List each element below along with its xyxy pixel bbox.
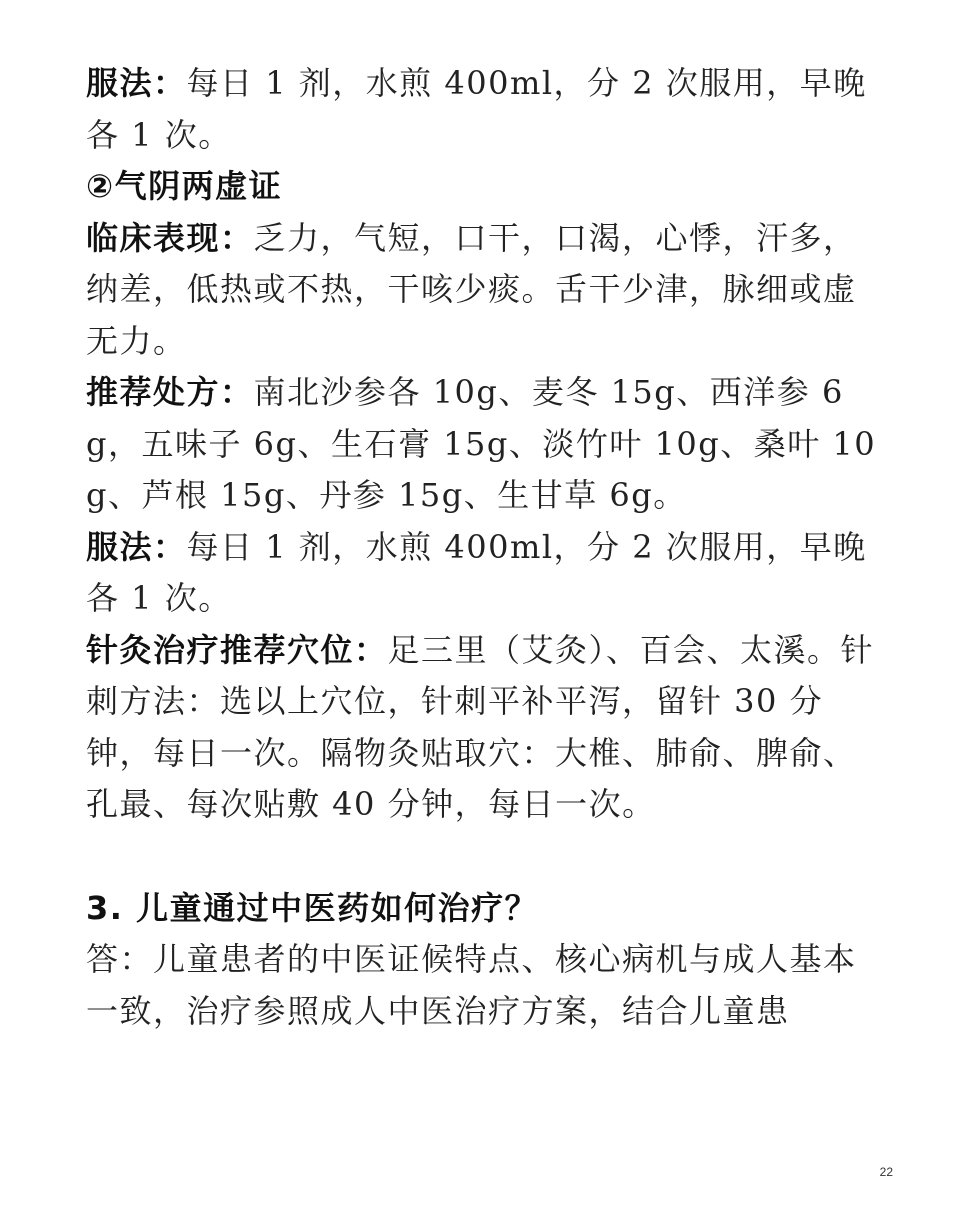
acupuncture-label: 针灸治疗推荐穴位： [86, 630, 388, 669]
prescription-text: 南北沙参各 10g、麦冬 15g、西洋参 6g，五味子 6g、生石膏 15g、淡竹叶 10g、桑叶 10g、芦根 15g、丹参 15g、生甘草 6g。 [86, 373, 877, 514]
page-number: 22 [879, 1165, 893, 1179]
clinical-manifestation-label: 临床表现： [86, 218, 254, 257]
document-page [86, 58, 886, 1037]
acupuncture-paragraph [86, 625, 886, 831]
syndrome-subheading: ②气阴两虚证 [86, 167, 283, 205]
acupuncture-text: 足三里（艾灸）、百会、太溪。针刺方法：选以上穴位，针刺平补平泻，留针 30 分钟，每日一次。隔物灸贴取穴：大椎、肺俞、脾俞、孔最、每次贴敷 40 分钟，每日一次。 [86, 630, 875, 823]
clinical-manifestation-paragraph [86, 213, 886, 368]
prescription-label: 推荐处方： [86, 373, 254, 411]
dosage-label-1: 服法： [86, 64, 187, 102]
clinical-manifestation-text: 乏力，气短，口干，口渴，心悸，汗多，纳差，低热或不热，干咳少痰。舌干少津，脉细或虚无力。 [86, 218, 857, 360]
answer-paragraph: 答：儿童患者的中医证候特点、核心病机与成人基本一致，治疗参照成人中医治疗方案，结合儿童患 [86, 940, 857, 1030]
dosage-label-2: 服法： [86, 527, 187, 566]
dosage-text-2: 每日 1 剂，水煎 400ml，分 2 次服用，早晚各 1 次。 [86, 527, 867, 617]
prescription-paragraph [86, 367, 886, 522]
dosage-paragraph-1 [86, 58, 886, 161]
dosage-paragraph-2 [86, 522, 886, 625]
question-heading: 3. 儿童通过中医药如何治疗？ [86, 888, 539, 927]
section-spacer [86, 831, 886, 883]
dosage-text-1: 每日 1 剂，水煎 400ml，分 2 次服用，早晚各 1 次。 [86, 64, 867, 154]
